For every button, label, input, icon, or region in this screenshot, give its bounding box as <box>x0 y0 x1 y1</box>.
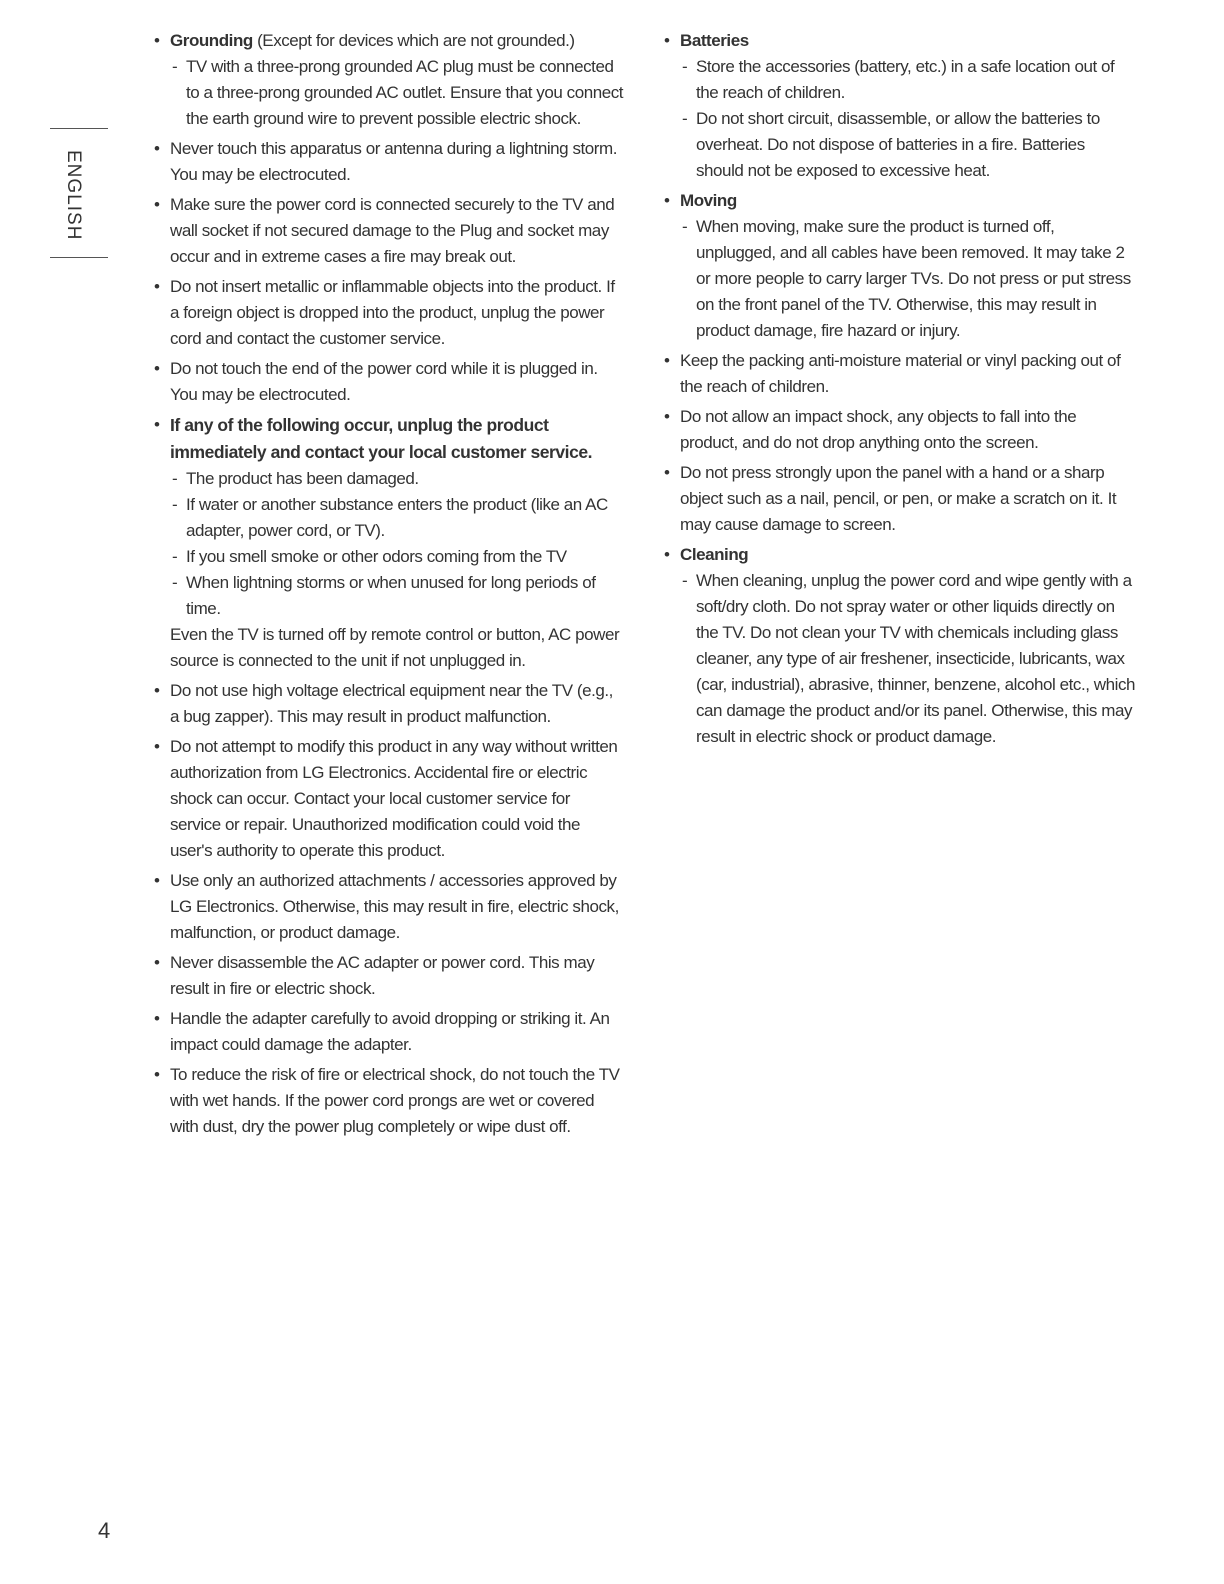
safety-bullet: • Do not press strongly upon the panel with a hand or a sharp object such as a nail, pencil, or pen, or make a scratch on it. It may cause damage to screen. <box>660 460 1136 538</box>
cleaning-sub-item: - When cleaning, unplug the power cord and wipe gently with a soft/dry cloth. Do not spray water or other liquids directly on the TV. Do not clean your TV with chemicals including glass cleaner, any type of air freshener, insecticide, lubricants, wax (car, industrial), abrasive, thinner, benzene, alcohol etc., which can damage the product and/or its panel. Otherwise, this may result in electric shock or product damage. <box>660 568 1136 750</box>
grounding-note: (Except for devices which are not grounded.) <box>252 31 575 50</box>
left-column <box>150 28 624 1144</box>
moving-sub-item: - When moving, make sure the product is turned off, unplugged, and all cables have been removed. It may take 2 or more people to carry larger TVs. Do not press or put stress on the front panel of the TV. Otherwise, this may result in product damage, fire hazard or injury. <box>660 214 1136 344</box>
moving-bullet <box>660 188 1136 214</box>
safety-bullet: • Do not touch the end of the power cord while it is plugged in. You may be electrocuted. <box>150 356 624 408</box>
unplug-sub-item: - When lightning storms or when unused for long periods of time. <box>150 570 624 622</box>
unplug-title: If any of the following occur, unplug the product immediately and contact your local customer service. <box>170 415 593 462</box>
safety-bullet: • Never touch this apparatus or antenna during a lightning storm. You may be electrocuted. <box>150 136 624 188</box>
safety-bullet: • To reduce the risk of fire or electrical shock, do not touch the TV with wet hands. If the power cord prongs are wet or covered with dust, dry the power plug completely or wipe dust off. <box>150 1062 624 1140</box>
batteries-sub-item: - Do not short circuit, disassemble, or allow the batteries to overheat. Do not dispose of batteries in a fire. Batteries should not be exposed to excessive heat. <box>660 106 1136 184</box>
batteries-sublist <box>660 54 1136 184</box>
safety-bullet: • Handle the adapter carefully to avoid dropping or striking it. An impact could damage the adapter. <box>150 1006 624 1058</box>
unplug-sub-item: - If you smell smoke or other odors coming from the TV <box>150 544 624 570</box>
safety-bullet: • Keep the packing anti-moisture material or vinyl packing out of the reach of children. <box>660 348 1136 400</box>
unplug-note: Even the TV is turned off by remote control or button, AC power source is connected to the unit if not unplugged in. <box>170 625 620 670</box>
language-tab-label: ENGLISH <box>63 150 84 241</box>
unplug-sublist <box>150 466 624 622</box>
safety-bullet: • Use only an authorized attachments / accessories approved by LG Electronics. Otherwise, this may result in fire, electric shock, malfunction, or product damage. <box>150 868 624 946</box>
grounding-sublist <box>150 54 624 132</box>
batteries-sub-item: - Store the accessories (battery, etc.) in a safe location out of the reach of children. <box>660 54 1136 106</box>
cleaning-bullet <box>660 542 1136 568</box>
safety-bullet: • Make sure the power cord is connected securely to the TV and wall socket if not secured damage to the Plug and socket may occur and in extreme cases a fire may break out. <box>150 192 624 270</box>
batteries-bullet <box>660 28 1136 54</box>
safety-bullet: • Never disassemble the AC adapter or power cord. This may result in fire or electric shock. <box>150 950 624 1002</box>
side-divider-top <box>50 128 108 129</box>
batteries-title: Batteries <box>680 31 749 50</box>
safety-bullet: • Do not allow an impact shock, any objects to fall into the product, and do not drop anything onto the screen. <box>660 404 1136 456</box>
moving-sublist <box>660 214 1136 344</box>
grounding-bullet <box>150 28 624 54</box>
unplug-sub-item: - The product has been damaged. <box>150 466 624 492</box>
right-column <box>660 28 1136 754</box>
moving-title: Moving <box>680 191 737 210</box>
cleaning-sublist <box>660 568 1136 750</box>
side-divider-bottom <box>50 257 108 258</box>
grounding-sub-item: - TV with a three-prong grounded AC plug must be connected to a three-prong grounded AC outlet. Ensure that you connect the earth ground wire to prevent possible electric shock. <box>150 54 624 132</box>
safety-bullet: • Do not attempt to modify this product in any way without written authorization from LG Electronics. Accidental fire or electric shock can occur. Contact your local customer service for service or repair. Unauthorized modification could void the user's authority to operate this product. <box>150 734 624 864</box>
cleaning-title: Cleaning <box>680 545 749 564</box>
safety-bullet: • Do not insert metallic or inflammable objects into the product. If a foreign object is dropped into the product, unplug the power cord and contact the customer service. <box>150 274 624 352</box>
unplug-bullet <box>150 412 624 466</box>
page-number: 4 <box>98 1518 111 1543</box>
unplug-sub-item: - If water or another substance enters the product (like an AC adapter, power cord, or TV). <box>150 492 624 544</box>
safety-bullet: • Do not use high voltage electrical equipment near the TV (e.g., a bug zapper). This may result in product malfunction. <box>150 678 624 730</box>
grounding-title: Grounding <box>170 31 253 50</box>
